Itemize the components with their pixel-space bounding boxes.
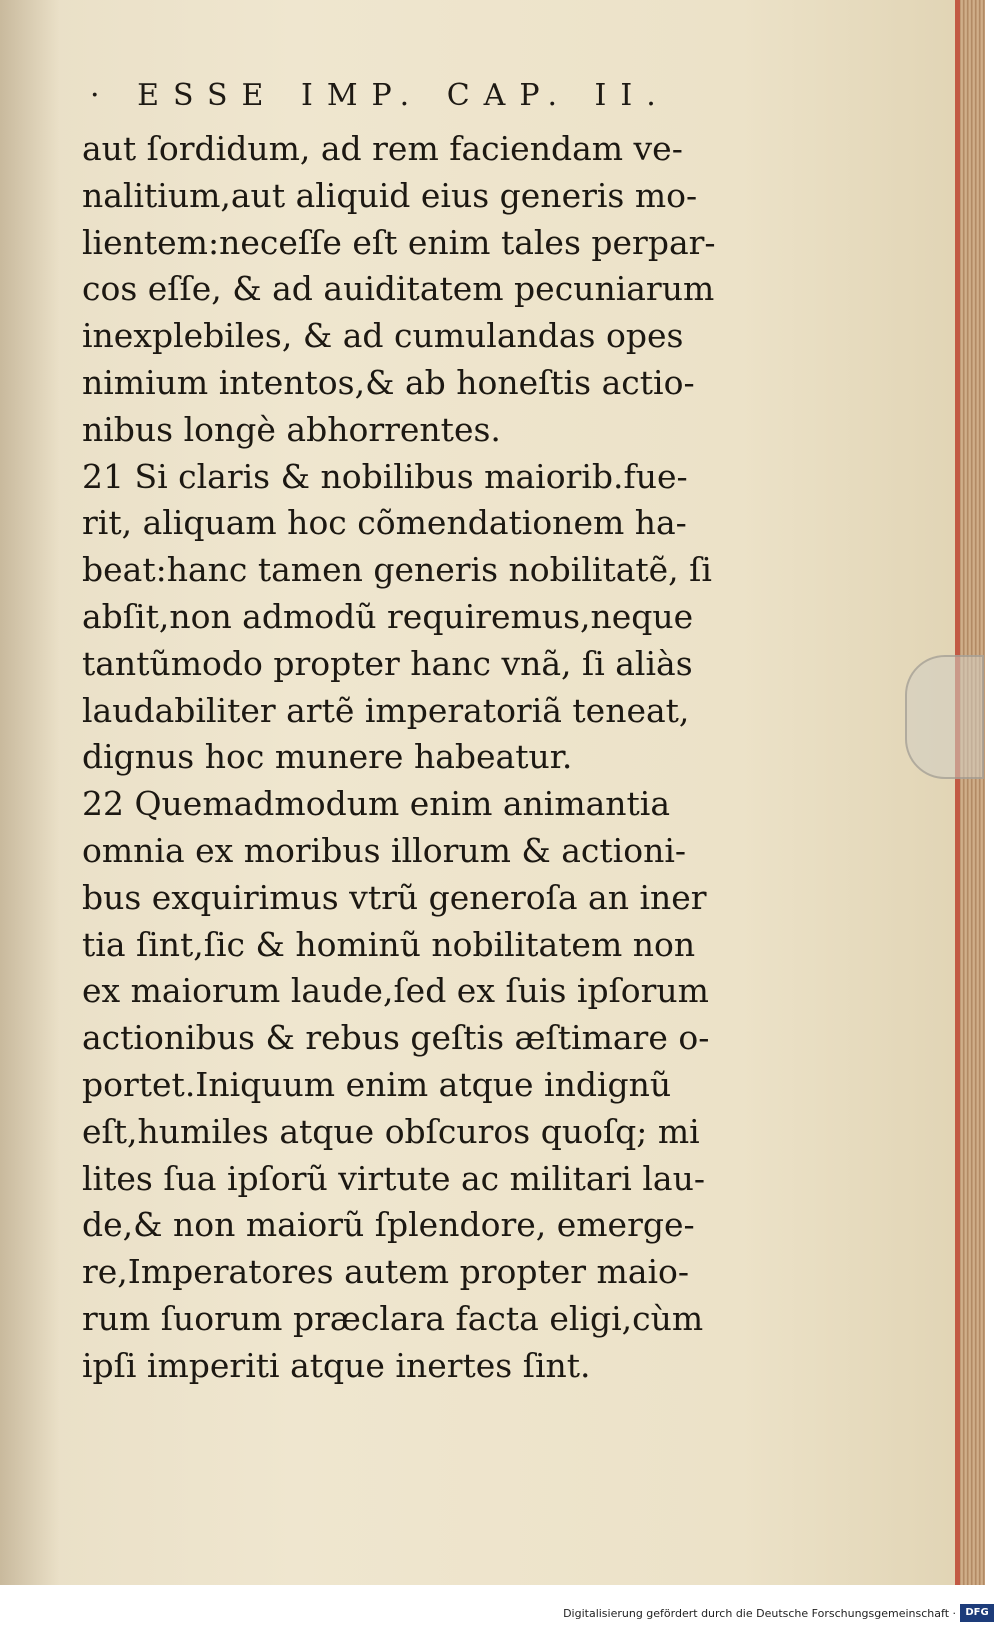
text-line: eſt,humiles atque obſcuros quoſq; mi: [82, 1111, 700, 1151]
text-line: rum ſuorum præclara facta eligi,cùm: [82, 1298, 704, 1338]
text-line: nibus longè abhorrentes.: [82, 409, 501, 449]
text-line: portet.Iniquum enim atque indignũ: [82, 1064, 672, 1104]
text-line: actionibus & rebus geſtis æſtimare o-: [82, 1018, 710, 1058]
text-line: tantũmodo propter hanc vnã, ſi aliàs: [82, 643, 693, 683]
dfg-logo: DFG: [960, 1604, 994, 1622]
text-line: nimium intentos,& ab honeſtis actio-: [82, 362, 695, 402]
text-line: beat:hanc tamen generis nobilitatẽ, ſi: [82, 550, 712, 590]
text-line: ipſi imperiti atque inertes ſint.: [82, 1345, 591, 1385]
gutter-shadow: [0, 0, 60, 1585]
text-line: nalitium,aut aliquid eius generis mo-: [82, 175, 698, 215]
text-line: omnia ex moribus illorum & actioni-: [82, 830, 687, 870]
text-line: laudabiliter artẽ imperatoriã teneat,: [82, 690, 690, 730]
page-clip: [905, 655, 984, 779]
text-line: re,Imperatores autem propter maio-: [82, 1252, 690, 1292]
text-line: rit, aliquam hoc cõmendationem ha-: [82, 503, 687, 543]
text-line: dignus hoc munere habeatur.: [82, 737, 573, 777]
text-line: de,& non maiorũ ſplendore, emerge-: [82, 1205, 695, 1245]
text-line: abſit,non admodũ requiremus,neque: [82, 596, 694, 636]
text-line: 22 Quemadmodum enim animantia: [82, 784, 671, 824]
page-text: [82, 126, 802, 1390]
fore-edge: [960, 0, 985, 1585]
text-line: inexplebiles, & ad cumulandas opes: [82, 316, 684, 356]
running-head: · ESSE IMP. CAP. II.: [90, 78, 670, 113]
text-line: tia ſint,ſic & hominũ nobilitatem non: [82, 924, 696, 964]
text-line: ex maiorum laude,ſed ex ſuis ipſorum: [82, 971, 709, 1011]
text-line: cos eſſe, & ad auiditatem pecuniarum: [82, 269, 715, 309]
text-line: lites ſua ipſorũ virtute ac militari lau-: [82, 1158, 705, 1198]
text-line: bus exquirimus vtrũ generoſa an iner: [82, 877, 707, 917]
text-line: aut ſordidum, ad rem faciendam ve-: [82, 129, 683, 168]
dfg-credit: Digitalisierung gefördert durch die Deutsche Forschungsgemeinschaft ·: [563, 1607, 956, 1620]
text-line: lientem:neceſſe eſt enim tales perpar-: [82, 222, 716, 262]
text-line: 21 Si claris & nobilibus maiorib.fue-: [82, 456, 688, 496]
